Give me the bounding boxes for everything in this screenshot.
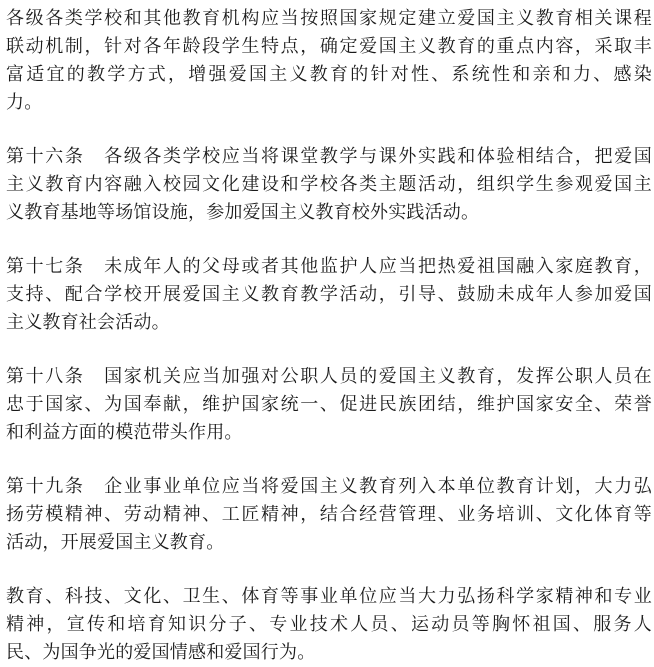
text-line: 力。 bbox=[6, 92, 43, 113]
paragraph-spacer bbox=[6, 117, 652, 143]
paragraph-article-17 bbox=[6, 253, 652, 337]
text-line: 第十九条 企业事业单位应当将爱国主义教育列入本单位教育计划，大力弘 bbox=[6, 476, 652, 497]
text-line: 活动，开展爱国主义教育。 bbox=[6, 532, 225, 553]
paragraph-article-15-continued bbox=[6, 5, 652, 117]
paragraph-spacer bbox=[6, 557, 652, 583]
text-line: 义教育基地等场馆设施，参加爱国主义教育校外实践活动。 bbox=[6, 202, 480, 223]
paragraph-article-19 bbox=[6, 473, 652, 557]
text-line: 民、为国争光的爱国情感和爱国行为。 bbox=[6, 642, 316, 663]
text-line: 第十八条 国家机关应当加强对公职人员的爱国主义教育，发挥公职人员在 bbox=[6, 366, 652, 387]
text-line: 和利益方面的模范带头作用。 bbox=[6, 422, 243, 443]
text-line: 各级各类学校和其他教育机构应当按照国家规定建立爱国主义教育相关课程 bbox=[6, 8, 652, 29]
paragraph-article-16 bbox=[6, 143, 652, 227]
paragraph-article-19-second bbox=[6, 583, 652, 667]
text-line: 支持、配合学校开展爱国主义教育教学活动，引导、鼓励未成年人参加爱国 bbox=[6, 284, 652, 305]
text-line: 主义教育内容融入校园文化建设和学校各类主题活动，组织学生参观爱国主 bbox=[6, 174, 652, 195]
text-line: 富适宜的教学方式，增强爱国主义教育的针对性、系统性和亲和力、感染 bbox=[6, 64, 652, 85]
text-line: 第十六条 各级各类学校应当将课堂教学与课外实践和体验相结合，把爱国 bbox=[6, 146, 652, 167]
paragraph-spacer bbox=[6, 227, 652, 253]
paragraph-spacer bbox=[6, 447, 652, 473]
paragraph-spacer bbox=[6, 337, 652, 363]
text-line: 主义教育社会活动。 bbox=[6, 312, 170, 333]
paragraph-article-18 bbox=[6, 363, 652, 447]
document-body bbox=[6, 0, 652, 667]
text-line: 精神，宣传和培育知识分子、专业技术人员、运动员等胸怀祖国、服务人 bbox=[6, 614, 652, 635]
text-line: 第十七条 未成年人的父母或者其他监护人应当把热爱祖国融入家庭教育， bbox=[6, 256, 652, 277]
text-line: 联动机制，针对各年龄段学生特点，确定爱国主义教育的重点内容，采取丰 bbox=[6, 36, 652, 57]
text-line: 扬劳模精神、劳动精神、工匠精神，结合经营管理、业务培训、文化体育等 bbox=[6, 504, 652, 525]
text-line: 教育、科技、文化、卫生、体育等事业单位应当大力弘扬科学家精神和专业 bbox=[6, 586, 652, 607]
text-line: 忠于国家、为国奉献，维护国家统一、促进民族团结，维护国家安全、荣誉 bbox=[6, 394, 652, 415]
